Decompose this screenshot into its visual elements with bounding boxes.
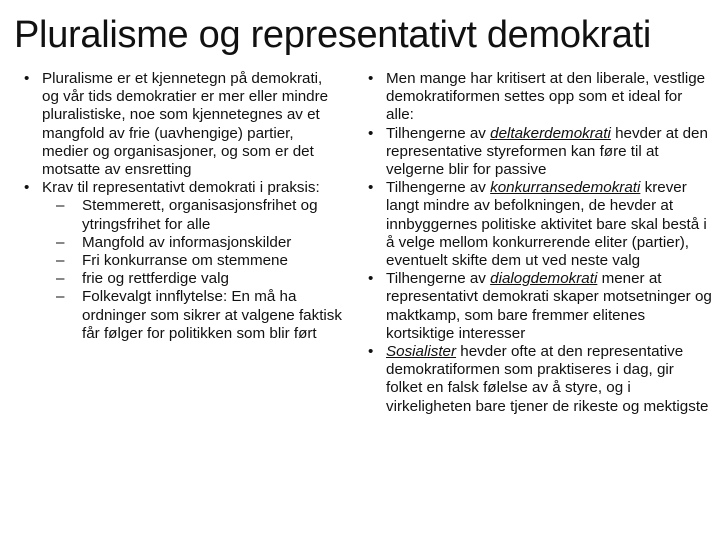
bullet-prefix: Tilhengerne av: [386, 270, 491, 288]
bullet-pluralisme: • Pluralisme er et kjennetegn på demokrati, og vår tids demokratier er mer eller mindre pluralistiske, noe som kjennetegnes av et mangfold av frie (uavhengige) partier, medier og organisasjoner, og som er det motsatte av ensretting: [18, 70, 343, 179]
bullet-text: krever langt mindre av befolkningen, de hevder at innbyggernes politiske aktivitet bare skal bestå i å velge mellom konkurrerende eliter (partier), eventuelt skifte dem ut ved neste valg: [386, 179, 707, 270]
term-konkurransedemokrati: konkurransedemokrati: [490, 179, 641, 197]
bullet-krav: • Krav til representativt demokrati i praksis:: [18, 179, 343, 197]
bullet-prefix: Tilhengerne av: [386, 124, 491, 142]
left-bullet-list: [18, 70, 343, 343]
term-dialogdemokrati: dialogdemokrati: [490, 270, 598, 288]
bullet-sosialister: [362, 343, 714, 416]
term-deltakerdemokrati: deltakerdemokrati: [490, 124, 611, 142]
bullet-konkurransedemokrati: [362, 179, 714, 270]
bullet-text: mener at representativt demokrati skaper motsetninger og maktkamp, som bare fremmer elitenes kortsiktige interesser: [386, 270, 712, 342]
bullet-dialogdemokrati: [362, 270, 714, 343]
term-sosialister: Sosialister: [386, 343, 457, 361]
slide-title: Pluralisme og representativt demokrati: [14, 14, 651, 56]
left-column: [18, 70, 343, 343]
bullet-text: hevder at den representative styreformen kan føre til at velgerne blir for passive: [386, 124, 708, 179]
right-bullet-list: [362, 70, 714, 416]
sub-item-frie-valg: – frie og rettferdige valg: [18, 270, 343, 288]
bullet-kritikk: • Men mange har kritisert at den liberale, vestlige demokratiformen settes opp som et ideal for alle:: [362, 70, 714, 125]
bullet-text: hevder ofte at den representative demokratiformen som praktiseres i dag, gir folket en falsk følelse av å styre, og i virkeligheten bare tjener de rikeste og mektigste: [386, 343, 709, 415]
sub-item-stemmerett: – Stemmerett, organisasjonsfrihet og ytringsfrihet for alle: [18, 197, 343, 233]
bullet-deltakerdemokrati: [362, 125, 714, 180]
sub-item-folkevalgt: – Folkevalgt innflytelse: En må ha ordninger som sikrer at valgene faktisk får følger for politikken som blir ført: [18, 288, 343, 343]
sub-item-mangfold: – Mangfold av informasjonskilder: [18, 234, 343, 252]
sub-item-konkurranse: – Fri konkurranse om stemmene: [18, 252, 343, 270]
bullet-prefix: Tilhengerne av: [386, 179, 491, 197]
right-column: [362, 70, 714, 416]
